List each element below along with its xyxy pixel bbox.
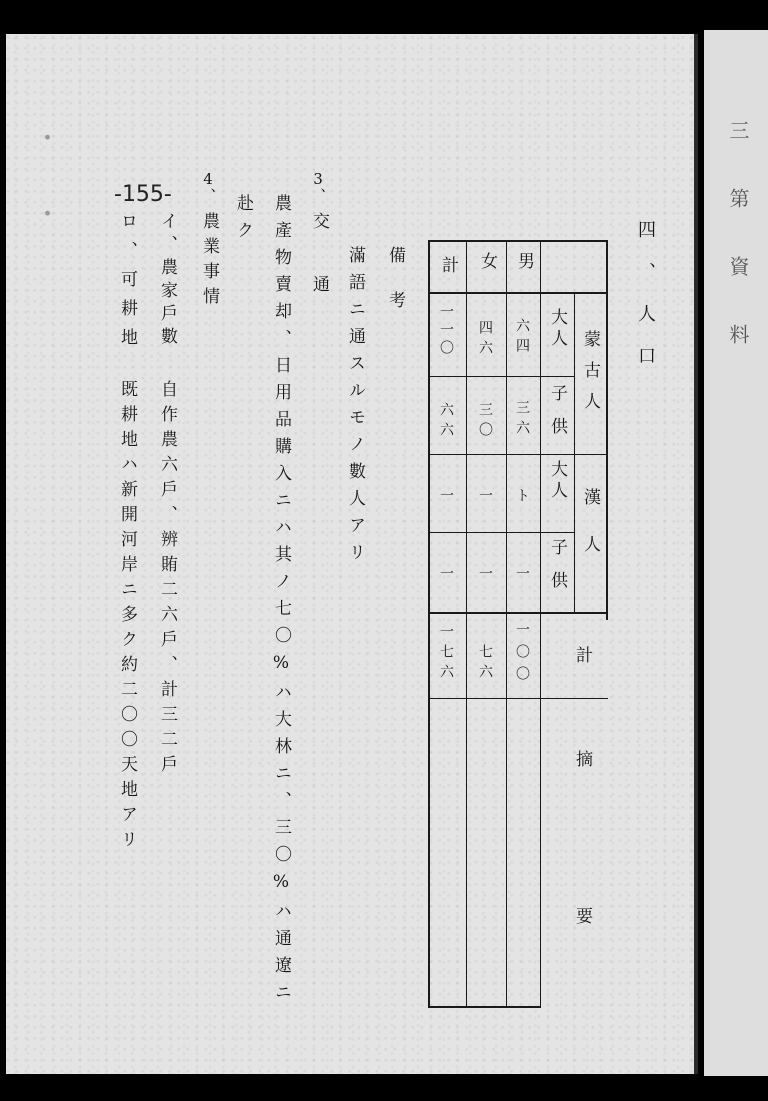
section-title: 四、人口	[635, 220, 656, 388]
adjacent-page-text: 三第資料	[726, 120, 750, 392]
male-total: 一〇〇	[514, 622, 530, 688]
total-mongol-adult: 一一〇	[438, 304, 454, 358]
adjacent-page-strip	[704, 30, 768, 1076]
section-3-text-2: 赴ク	[233, 194, 253, 248]
sub-child-1: 子供	[547, 384, 567, 450]
page-edge	[694, 34, 698, 1074]
row-header-female: 女	[477, 252, 497, 269]
bikou-text: 滿語ニ通スルモノ數人アリ	[345, 246, 365, 570]
section-3-title: 交通	[309, 212, 329, 338]
bleed-through-marks: ・ ・	[30, 124, 60, 236]
bikou-label: 備考	[385, 246, 405, 336]
sub-child-2: 子供	[547, 538, 567, 604]
item-i-text: 自作農六戶、辨賄二六戶、計三二戶	[157, 380, 177, 780]
male-mongol-adult: 六四	[514, 318, 530, 358]
section-3-number: 3、	[309, 170, 327, 203]
male-han-adult: ト	[514, 488, 530, 502]
population-table	[428, 240, 608, 1064]
row-header-male: 男	[514, 252, 534, 269]
header-total: 計	[572, 646, 592, 663]
male-han-child: 一	[514, 566, 530, 580]
section-3-text-1: 農產物賣却、日用品購入ニハ其ノ七〇%ハ大林ニ、三〇%ハ通遼ニ	[271, 194, 291, 1010]
document-page	[6, 34, 694, 1074]
sub-adult-2: 大人	[547, 460, 567, 502]
total-mongol-child: 六六	[438, 402, 454, 442]
male-mongol-child: 三六	[514, 400, 530, 440]
female-total: 七六	[477, 644, 493, 684]
female-han-adult: 一	[477, 488, 493, 502]
total-han-adult: 一	[438, 488, 454, 502]
page-number: -155-	[114, 182, 172, 207]
row-header-total: 計	[438, 256, 458, 273]
group-mongol: 蒙古人	[580, 330, 600, 423]
female-mongol-adult: 四六	[477, 320, 493, 360]
section-4-title: 農業事情	[199, 212, 219, 312]
female-han-child: 一	[477, 566, 493, 580]
item-ro-text: 既耕地ハ新開河岸ニ多ク約二〇〇天地アリ	[117, 380, 137, 855]
total-han-child: 一	[438, 566, 454, 580]
group-han: 漢人	[580, 488, 600, 582]
sub-adult-1: 大人	[547, 308, 567, 350]
item-i-label: イ、農家戶數	[157, 212, 177, 350]
section-4-number: 4、	[199, 170, 217, 203]
total-total: 一七六	[438, 624, 454, 684]
header-remarks: 摘要	[572, 750, 592, 1064]
female-mongol-child: 三〇	[477, 402, 493, 442]
item-ro-label: ロ、可耕地	[117, 212, 137, 357]
